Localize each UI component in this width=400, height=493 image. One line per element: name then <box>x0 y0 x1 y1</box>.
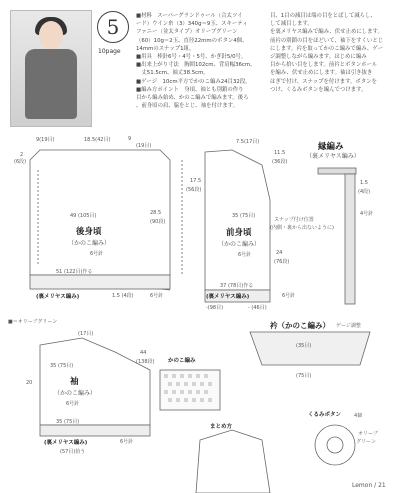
front-bottom-label: 37 (78目)作る <box>220 283 254 289</box>
spec-line: ■用具 棒針6号・4号・5号、かぎ針5/0号。 <box>136 54 247 61</box>
back-right-rows: (90段) <box>150 219 166 225</box>
sleeve-bottom-label: 35 (75目) <box>56 419 80 425</box>
spec-line: して減目します。 <box>270 21 313 28</box>
band-strip <box>318 168 356 174</box>
front-body-outline <box>205 150 270 290</box>
back-side-dim: 2 <box>20 152 24 158</box>
spec-line: （60）10g＝2玉、直径22mmのボタン4個、 <box>136 37 248 44</box>
front-right-rows: (76段) <box>274 259 290 265</box>
front-body-title: 前身頃 <box>226 228 252 238</box>
back-rib-label: (裏メリヤス編み) <box>36 294 80 300</box>
front-left-rows: (56段) <box>186 187 202 193</box>
back-rib-needle: 6号針 <box>150 293 164 299</box>
sleeve-outline <box>40 338 150 425</box>
spec-line: ■出来上がり寸法 胸囲102cm、背肩幅36cm、 <box>136 62 256 69</box>
sleeve-title: 袖 <box>70 377 79 387</box>
sleeve-needle: 6号針 <box>66 401 80 407</box>
spec-line: 前衿の別鎖の目をほどいて、袖下をすくいとじ <box>270 37 384 44</box>
front-rib-label: (裏メリヤス編み) <box>206 294 250 300</box>
band-needle: 4号針 <box>360 211 374 217</box>
sleeve-mid-label: 35 (75目) <box>50 363 74 369</box>
matome-sketch <box>196 430 270 493</box>
sleeve-rib-needle: 6号針 <box>120 439 134 445</box>
collar-title: 衿（かのこ編み） <box>270 321 330 330</box>
spec-line: を裏メリヤス編みで編み、伏せ止めにします。 <box>270 29 383 36</box>
sleeve-cast-on: (57目)拾う <box>60 449 86 455</box>
spec-line: ジ調整しながら編みます。はじめに編み <box>270 54 367 61</box>
front-right-dim: 24 <box>276 250 283 256</box>
page-footer: Lemon / 21 <box>352 482 386 489</box>
back-body-title: 後身頃 <box>76 227 102 237</box>
front-top-dim-rows: (36段) <box>272 159 288 165</box>
spec-line: 丈51.5cm、袖丈38.5cm。 <box>136 70 209 77</box>
front-left-dim: 17.5 <box>190 178 202 184</box>
button-count: 4個 <box>354 413 363 419</box>
spec-line: 14mmのスナップ1組。 <box>136 45 195 52</box>
front-snap-note: (内側・裏から出ないように) <box>270 225 334 231</box>
back-width: 49 (105目) <box>70 213 97 219</box>
collar-note: ゲージ調整 <box>336 323 361 329</box>
front-body-needle: 6号針 <box>238 252 252 258</box>
band-strip-vertical <box>345 174 355 304</box>
front-body-subtitle: （かのこ編み） <box>218 241 261 248</box>
button-yarn-2: グリーン <box>356 439 376 445</box>
sleeve-left-dim: 20 <box>26 380 33 386</box>
back-top-dim-right-sts: (19目) <box>136 143 152 149</box>
collar-bottom-dim: (75目) <box>296 373 312 379</box>
spec-line: 、前身頃の肩、脇をとじ、袖を付けます。 <box>136 103 238 110</box>
back-top-dim-left: 9(19目) <box>36 137 55 143</box>
band-dim: 1.5 <box>360 180 368 186</box>
front-rib-needle: 6号針 <box>282 293 296 299</box>
spec-line: にします。衿を取ってかのこ編みで編み、ゲー <box>270 45 384 52</box>
spec-line: ファニー（並太タイプ）オリーブグリーン <box>136 29 238 36</box>
button-title: くるみボタン <box>308 412 342 418</box>
back-body-rib <box>30 275 170 289</box>
spec-line: ■ゲージ 10cm平方でかのこ編み24目32段。 <box>136 78 251 85</box>
button-sketch <box>315 425 355 465</box>
front-snap-label: スナップ付け位置 <box>274 217 314 223</box>
back-side-dim-rows: (6段) <box>14 159 27 165</box>
sleeve-side-rows: (138段) <box>136 359 155 365</box>
kanoko-title: かのこ編み <box>168 358 196 364</box>
page-reference: 10page <box>98 48 121 55</box>
sleeve-subtitle: （かのこ編み） <box>54 390 97 397</box>
front-top-dim: 7.5(17目) <box>236 139 260 145</box>
band-dim-rows: (4段) <box>358 189 371 195</box>
sleeve-top-dim: (17目) <box>78 331 94 337</box>
legend-marker: ■＝オリーブグリーン <box>8 319 58 325</box>
spec-line: を編み、伏せ止めにします。袖は引き抜き <box>270 70 373 77</box>
spec-line: 目から編み始め、かのこ編みで編みます。後ろ <box>136 95 249 102</box>
spec-line: ■編み方ポイント 身頃、袖とも別鎖の作り <box>136 86 244 93</box>
sleeve-rib <box>40 425 150 436</box>
spec-line: はぎで付け、スナップを付けます。ボタンを <box>270 78 377 85</box>
collar-mid-dim: (35目) <box>296 343 312 349</box>
spec-line: ■材料 スーパーグランドゥール（合太ツイ <box>136 13 243 19</box>
sleeve-rib-label: (裏メリヤス編み) <box>44 440 88 446</box>
front-width: 35 (75目) <box>232 213 256 219</box>
back-right-dim: 28.5 <box>150 210 162 216</box>
front-bottom-dim-2: - (46目) <box>248 305 267 311</box>
back-body-subtitle: （かのこ編み） <box>68 240 111 247</box>
front-bottom-dim-1: -(98目) <box>206 305 224 311</box>
sleeve-side-dim: 44 <box>140 350 147 356</box>
pattern-number: 5 <box>97 11 129 43</box>
band-title: 縁編み <box>318 142 344 152</box>
back-top-dim-right: 9 <box>128 136 132 142</box>
spec-line: 目から拾い目をします。前衿とボタンホール <box>270 62 378 69</box>
button-yarn: オリーブ <box>358 431 378 437</box>
spec-line: つけ、くるみボタンを編んでつけます。 <box>270 86 367 93</box>
spec-line: ード）ウイン糸（3）340g＝9玉、スキーティ <box>136 21 248 28</box>
spec-line: 目、1目の減目は端の目をとばして減らし、 <box>270 13 376 19</box>
back-body-needle: 6号針 <box>90 251 104 257</box>
back-top-dim-center: 18.5(42目) <box>84 137 111 143</box>
back-bottom-label: 51 (122目)作る <box>56 269 93 275</box>
front-top-dim-2: 11.5 <box>274 150 286 156</box>
matome-title: まとめ方 <box>210 424 233 430</box>
back-rib-dim: 1.5 (4段) <box>112 293 134 299</box>
band-subtitle: （裏メリヤス編み） <box>306 153 360 160</box>
